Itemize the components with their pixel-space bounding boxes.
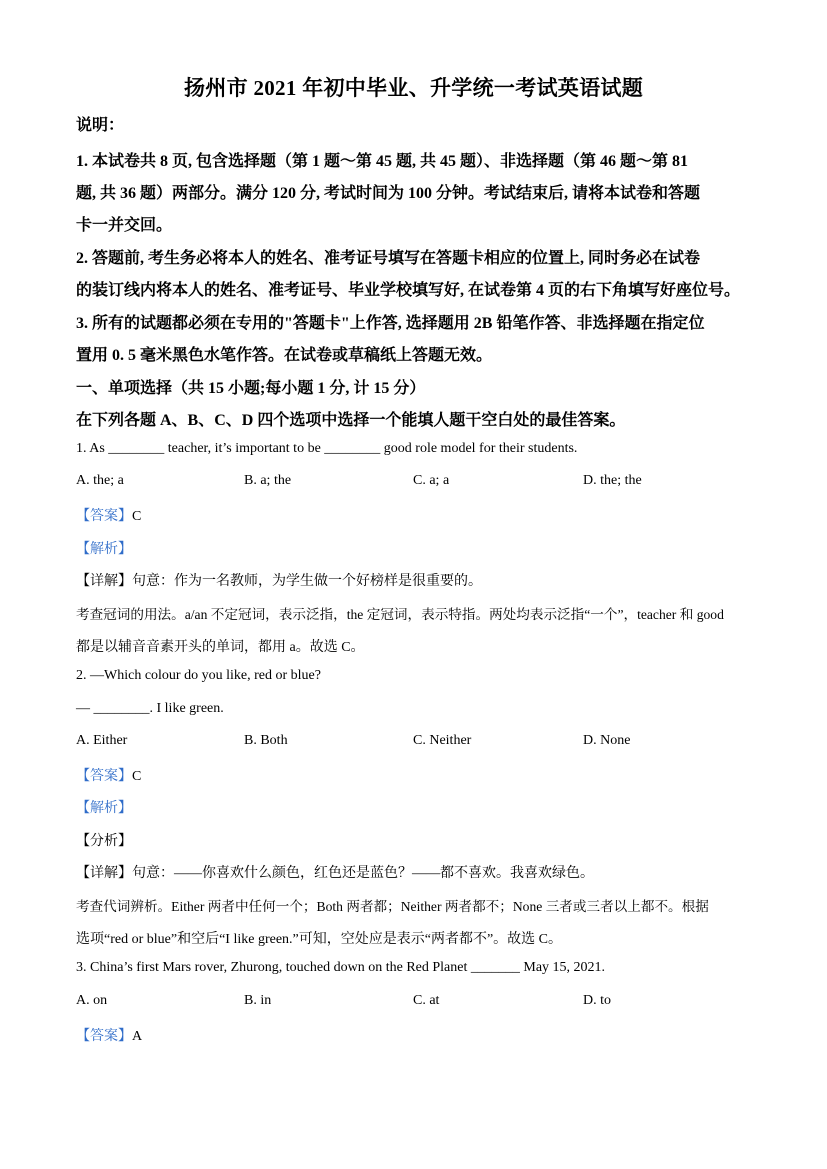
question-stem: 1. As ________ teacher, it’s important to be ________ good role model for their students. <box>76 441 578 456</box>
answer-value: C <box>132 769 142 784</box>
answer-value: A <box>132 1029 143 1044</box>
option-d: D. the; the <box>583 473 642 488</box>
detail-line: 选项“red or blue”和空后“I like green.”可知，空处应是表示“两者都不”。故选 C。 <box>76 932 563 947</box>
option-a: A. the; a <box>76 473 124 488</box>
option-a: A. on <box>76 993 108 1008</box>
section-heading: 一、单项选择（共 15 小题;每小题 1 分, 计 15 分） <box>76 380 426 397</box>
answer-line <box>76 505 141 525</box>
instruction-line: 卡一并交回。 <box>76 217 173 234</box>
option-c: C. at <box>413 993 440 1008</box>
option-b: B. Both <box>244 733 288 748</box>
answer-tag: 【答案】 <box>76 509 132 524</box>
detail-line: 都是以辅音音素开头的单词，都用 a。故选 C。 <box>76 640 365 655</box>
detail-line: 【详解】句意：作为一名教师，为学生做一个好榜样是很重要的。 <box>76 574 482 589</box>
instruction-line: 2. 答题前, 考生务必将本人的姓名、准考证号填写在答题卡相应的位置上, 同时务必在试卷 <box>76 250 701 267</box>
option-b: B. a; the <box>244 473 292 488</box>
fenxi-tag: 【分析】 <box>76 834 132 849</box>
instruction-line: 的装订线内将本人的姓名、准考证号、毕业学校填写好, 在试卷第 4 页的右下角填写好座位号。 <box>76 282 741 299</box>
question-stem: 3. China’s first Mars rover, Zhurong, touched down on the Red Planet _______ May 15, 2021. <box>76 960 606 975</box>
question-stem: — ________. I like green. <box>76 701 224 716</box>
document-title: 扬州市 2021 年初中毕业、升学统一考试英语试题 <box>184 76 643 100</box>
question-stem: 2. —Which colour do you like, red or blue? <box>76 668 321 683</box>
instruction-line: 题, 共 36 题）两部分。满分 120 分, 考试时间为 100 分钟。考试结束后, 请将本试卷和答题 <box>76 185 701 202</box>
answer-line <box>76 765 141 785</box>
answer-tag: 【答案】 <box>76 1029 132 1044</box>
answer-line <box>76 1025 142 1045</box>
option-d: D. to <box>583 993 611 1008</box>
detail-line: 【详解】句意：——你喜欢什么颜色，红色还是蓝色？——都不喜欢。我喜欢绿色。 <box>76 866 594 881</box>
instruction-line: 1. 本试卷共 8 页, 包含选择题（第 1 题～第 45 题, 共 45 题）、非选择题（第 46 题～第 81 <box>76 153 689 170</box>
section-direction: 在下列各题 A、B、C、D 四个选项中选择一个能填人题干空白处的最佳答案。 <box>76 412 626 429</box>
option-c: C. a; a <box>413 473 450 488</box>
option-a: A. Either <box>76 733 128 748</box>
option-c: C. Neither <box>413 733 472 748</box>
detail-line: 考查代词辨析。Either 两者中任何一个；Both 两者都；Neither 两者都不；None 三者或三者以上都不。根据 <box>76 899 709 914</box>
answer-tag: 【答案】 <box>76 769 132 784</box>
analysis-tag: 【解析】 <box>76 542 132 557</box>
answer-value: C <box>132 509 142 524</box>
option-b: B. in <box>244 993 272 1008</box>
instructions-heading: 说明： <box>76 117 125 134</box>
option-d: D. None <box>583 733 631 748</box>
analysis-tag: 【解析】 <box>76 801 132 816</box>
detail-line: 考查冠词的用法。a/an 不定冠词，表示泛指，the 定冠词，表示特指。两处均表示泛指“一个”，teacher 和 good <box>76 607 724 622</box>
instruction-line: 3. 所有的试题都必须在专用的"答题卡"上作答, 选择题用 2B 铅笔作答、非选择题在指定位 <box>76 315 705 332</box>
instruction-line: 置用 0. 5 毫米黑色水笔作答。在试卷或草稿纸上答题无效。 <box>76 347 493 364</box>
